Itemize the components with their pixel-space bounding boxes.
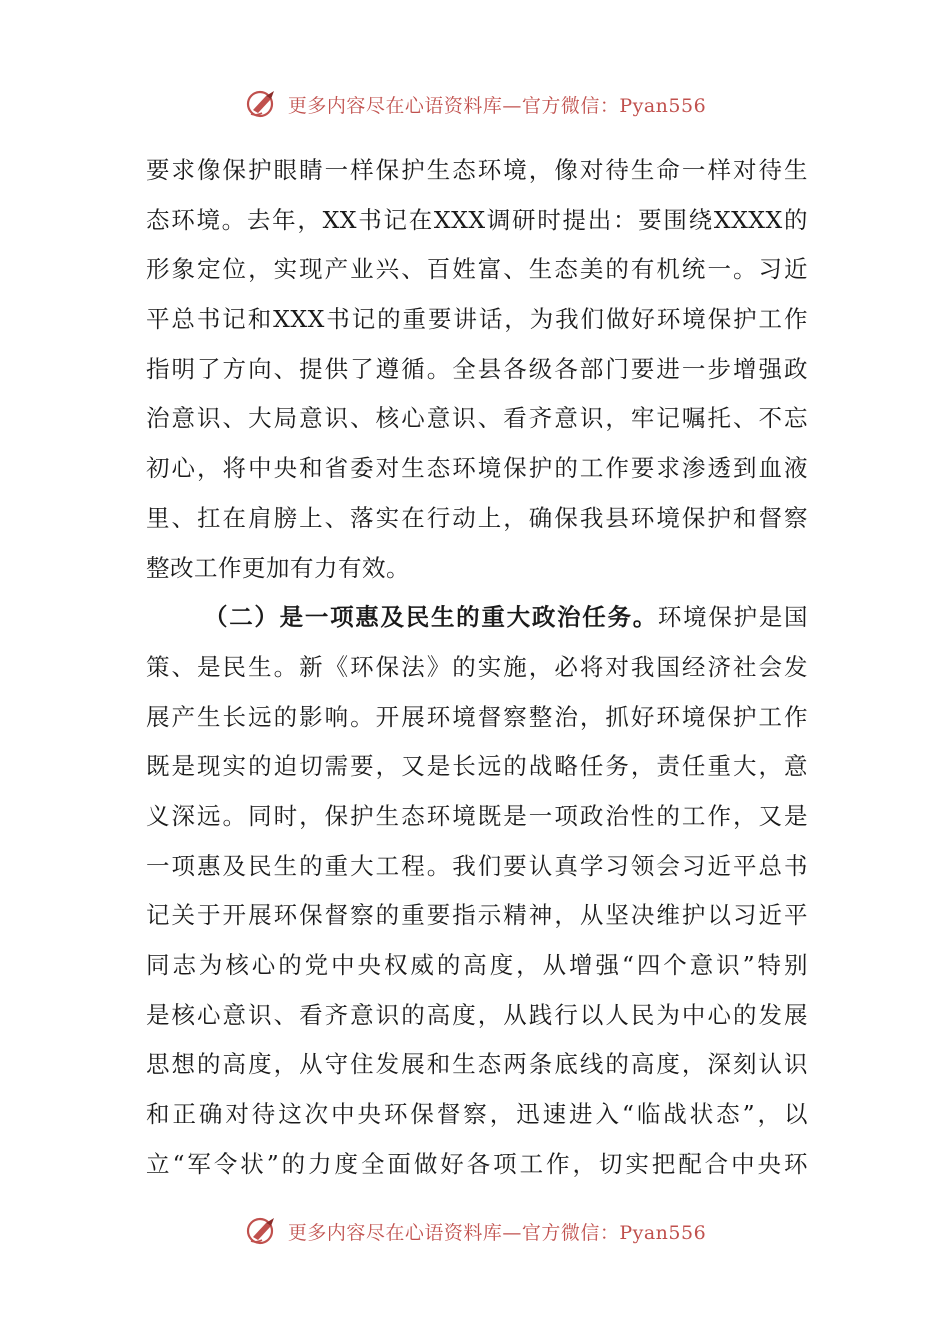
header-watermark: [0, 84, 950, 124]
paragraph-line: 展产生长远的影响。开展环境督察整治，抓好环境保护工作: [146, 702, 808, 731]
paragraph-line: 思想的高度，从守住发展和生态两条底线的高度，深刻认识: [146, 1050, 808, 1079]
pen-logo-icon: [244, 1213, 280, 1249]
pen-logo-icon: [244, 86, 280, 122]
paragraph-line: 平总书记和XXX书记的重要讲话，为我们做好环境保护工作: [146, 305, 808, 334]
watermark-text: 更多内容尽在心语资料库—官方微信：Pyan556: [287, 1221, 707, 1244]
paragraph-line: 同志为核心的党中央权威的高度，从增强“四个意识”特别: [146, 951, 808, 979]
paragraph-line: 义深远。同时，保护生态环境既是一项政治性的工作，又是: [146, 801, 808, 830]
paragraph-line: 策、是民生。新《环保法》的实施，必将对我国经济社会发: [146, 652, 808, 681]
section-heading: （二）是一项惠及民生的重大政治任务。: [204, 603, 658, 632]
paragraph-line: 立“军令状”的力度全面做好各项工作，切实把配合中央环: [146, 1149, 808, 1178]
paragraph-line: 整改工作更加有力有效。: [146, 553, 410, 582]
heading-line-rest: 环境保护是国: [657, 603, 809, 632]
paragraph-line: 是核心意识、看齐意识的高度，从践行以人民为中心的发展: [146, 1000, 808, 1029]
footer-watermark: [0, 1211, 950, 1251]
paragraph-line: 记关于开展环保督察的重要指示精神，从坚决维护以习近平: [146, 901, 808, 930]
paragraph-line: 指明了方向、提供了遵循。全县各级各部门要进一步增强政: [146, 354, 808, 383]
paragraph-line: 态环境。去年，XX书记在XXX调研时提出：要围绕XXXX的: [146, 205, 808, 234]
watermark-text: 更多内容尽在心语资料库—官方微信：Pyan556: [287, 94, 707, 117]
paragraph-line: 形象定位，实现产业兴、百姓富、生态美的有机统一。习近: [146, 255, 808, 284]
paragraph-line: 初心，将中央和省委对生态环境保护的工作要求渗透到血液: [146, 454, 808, 483]
paragraph-line: 要求像保护眼睛一样保护生态环境，像对待生命一样对待生: [146, 156, 808, 184]
paragraph-line: 既是现实的迫切需要，又是长远的战略任务，责任重大，意: [146, 752, 808, 781]
paragraph-line: 治意识、大局意识、核心意识、看齐意识，牢记嘱托、不忘: [146, 404, 808, 433]
document-body: [146, 146, 808, 1189]
paragraph-line: 和正确对待这次中央环保督察，迅速进入“临战状态”，以: [146, 1100, 808, 1129]
paragraph-line: 里、扛在肩膀上、落实在行动上，确保我县环境保护和督察: [146, 503, 808, 532]
section-heading-line: [146, 593, 808, 643]
paragraph-line: 一项惠及民生的重大工程。我们要认真学习领会习近平总书: [146, 851, 808, 880]
